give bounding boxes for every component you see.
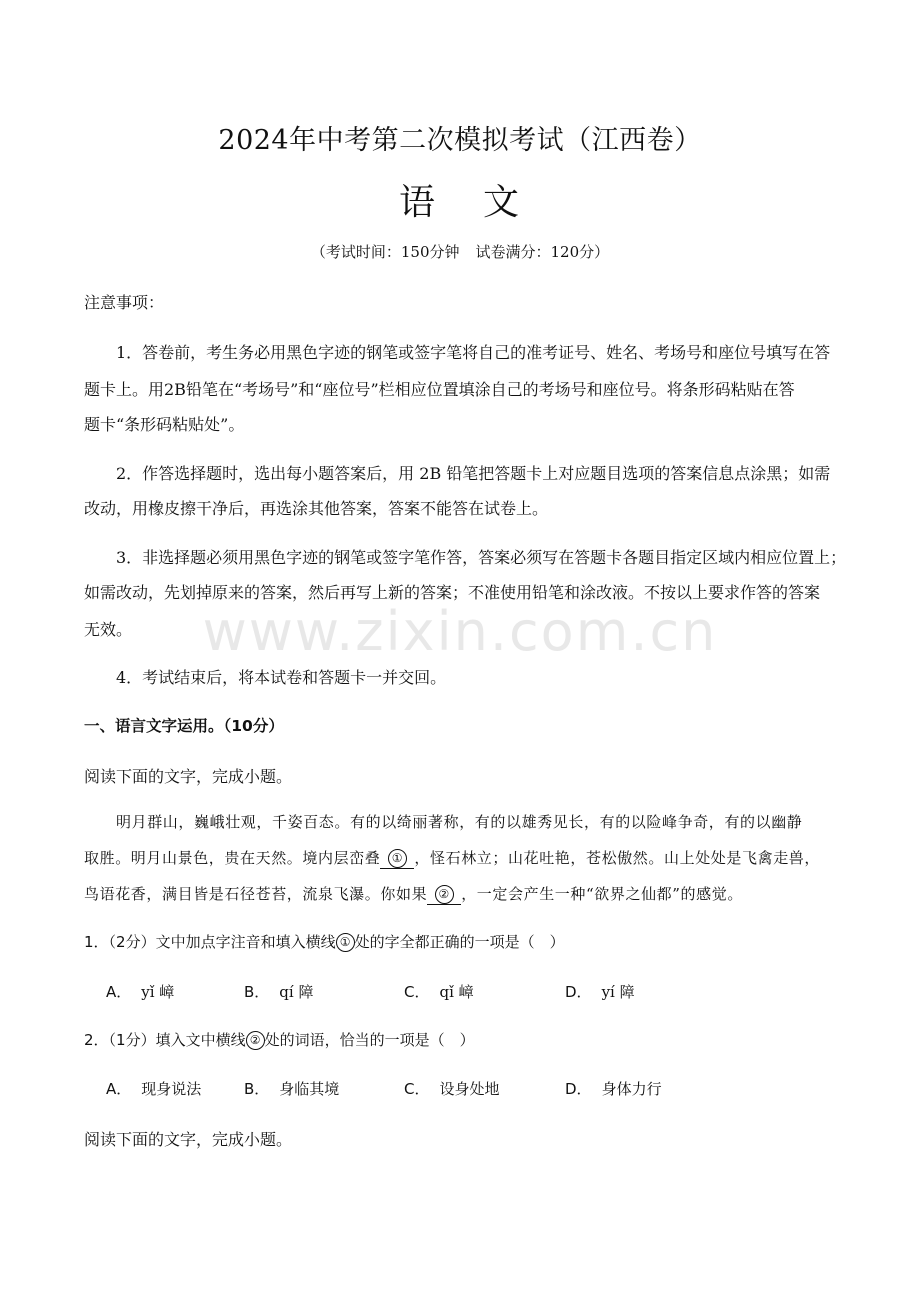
notice-item-3-line-3: 无效。 — [84, 620, 133, 639]
blank-1-mark: ① — [388, 849, 407, 868]
blank-2 — [427, 885, 461, 905]
notice-item-2-line-1: 2．作答选择题时，选出每小题答案后，用 2B 铅笔把答题卡上对应题目选项的答案信息点涂黑；如需 — [116, 464, 831, 483]
exam-time: （考试时间：150分钟 — [310, 243, 460, 261]
notice-item-3-line-2: 如需改动，先划掉原来的答案，然后再写上新的答案；不准使用铅笔和涂改液。不按以上要求作答的答案 — [84, 583, 821, 602]
question-1-stem — [84, 931, 565, 952]
q2-option-b[interactable] — [244, 1078, 339, 1099]
subject-char-1: 语 — [398, 182, 437, 223]
q1-option-c-key: C． — [404, 983, 430, 1001]
question-2-stem-end: 处的词语，恰当的一项是（ ） — [264, 1031, 475, 1049]
q1-option-b[interactable] — [244, 981, 313, 1002]
q2-option-d[interactable] — [565, 1078, 662, 1099]
q1-option-a[interactable] — [106, 981, 174, 1002]
q2-option-c-key: C． — [404, 1080, 430, 1098]
q1-option-a-text: yǐ 嶂 — [141, 983, 175, 1001]
q2-option-a-key: A． — [106, 1080, 132, 1098]
blank-2-mark: ② — [435, 885, 454, 904]
section-1-instruction: 阅读下面的文字，完成小题。 — [84, 767, 293, 786]
question-2-stem — [84, 1029, 475, 1050]
notice-item-1-line-1: 1．答卷前，考生务必用黑色字迹的钢笔或签字笔将自己的准考证号、姓名、考场号和座位号填写在答 — [116, 343, 831, 362]
q1-option-b-text: qí 障 — [279, 983, 314, 1001]
q1-option-c[interactable] — [404, 981, 474, 1002]
notice-item-2-line-2: 改动，用橡皮擦干净后，再选涂其他答案，答案不能答在试卷上。 — [84, 499, 549, 518]
q2-option-a-text: 现身说法 — [141, 1080, 202, 1098]
subject-char-2: 文 — [483, 182, 522, 223]
q1-option-a-key: A． — [106, 983, 132, 1001]
notice-item-4: 4．考试结束后，将本试卷和答题卡一并交回。 — [116, 668, 447, 687]
question-1-mark: ① — [336, 933, 355, 952]
notice-heading: 注意事项： — [84, 293, 165, 312]
notice-item-3-line-1: 3．非选择题必须用黑色字迹的钢笔或签字笔作答，答案必须写在答题卡各题目指定区域内相应位置上； — [116, 548, 847, 567]
notice-item-1-line-2: 题卡上。用2B铅笔在“考场号”和“座位号”栏相应位置填涂自己的考场号和座位号。将条形码粘贴在答 — [84, 380, 795, 399]
watermark: www.zixin.com.cn — [202, 600, 718, 663]
q1-option-d[interactable] — [565, 981, 635, 1002]
question-2-stem-start: 2．（1分）填入文中横线 — [84, 1031, 246, 1049]
q1-option-c-text: qǐ 嶂 — [439, 983, 474, 1001]
q1-option-d-text: yí 障 — [601, 983, 635, 1001]
notice-item-1-line-3: 题卡“条形码粘贴处”。 — [84, 415, 245, 434]
q2-option-c[interactable] — [404, 1078, 500, 1099]
question-1-stem-end: 处的字全都正确的一项是（ ） — [354, 933, 565, 951]
question-2-mark: ② — [246, 1031, 265, 1050]
passage-line-2 — [84, 847, 820, 869]
q2-option-d-key: D． — [565, 1080, 592, 1098]
subject-heading — [0, 174, 920, 225]
q1-option-d-key: D． — [565, 983, 592, 1001]
section-1-heading: 一、语言文字运用。（10分） — [84, 717, 284, 735]
q2-option-c-text: 设身处地 — [439, 1080, 500, 1098]
section-1-instruction-2: 阅读下面的文字，完成小题。 — [84, 1130, 293, 1149]
passage-line-3 — [84, 883, 743, 905]
passage-line-1: 明月群山，巍峨壮观，千姿百态。有的以绮丽著称，有的以雄秀见长，有的以险峰争奇，有的以幽静 — [116, 813, 803, 831]
q2-option-a[interactable] — [106, 1078, 201, 1099]
q2-option-b-key: B． — [244, 1080, 270, 1098]
question-1-stem-start: 1．（2分）文中加点字注音和填入横线 — [84, 933, 336, 951]
passage-line-2-end: ，怪石林立；山花吐艳，苍松傲然。山上处处是飞禽走兽， — [414, 849, 821, 867]
q2-option-b-text: 身临其境 — [279, 1080, 340, 1098]
q2-option-d-text: 身体力行 — [601, 1080, 662, 1098]
blank-1 — [380, 849, 414, 869]
passage-line-3-start: 鸟语花香，满目皆是石径苍苔，流泉飞瀑。你如果 — [84, 885, 428, 903]
passage-line-3-end: ，一定会产生一种“欲界之仙都”的感觉。 — [461, 885, 743, 903]
exam-score: 试卷满分：120分） — [475, 243, 610, 261]
exam-info — [0, 241, 920, 262]
q1-option-b-key: B． — [244, 983, 270, 1001]
exam-title: 2024年中考第二次模拟考试（江西卷） — [218, 125, 702, 156]
passage-line-2-start: 取胜。明月山景色，贵在天然。境内层峦叠 — [84, 849, 381, 867]
